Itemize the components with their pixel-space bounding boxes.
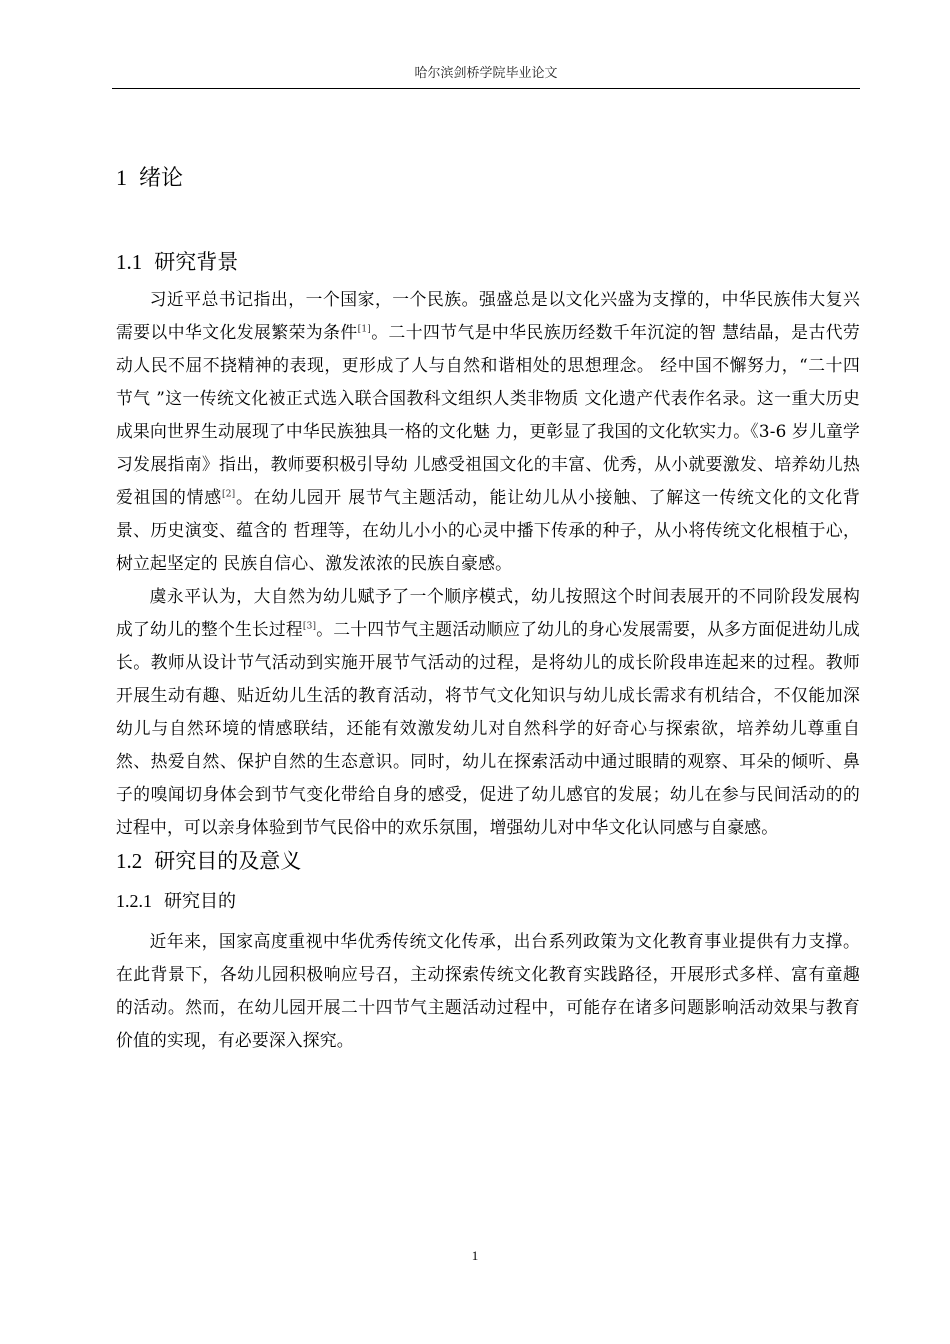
chapter-number: 1 bbox=[116, 165, 127, 190]
section-number: 1.1 bbox=[116, 250, 143, 274]
page-header bbox=[112, 64, 860, 89]
subsection-title: 研究目的 bbox=[164, 891, 236, 912]
section-heading-1-2 bbox=[116, 844, 860, 878]
paragraph-background-2 bbox=[116, 580, 860, 844]
subsection-heading-1-2-1 bbox=[116, 886, 860, 917]
paragraph-text: 习近平总书记指出，一个国家，一个民族。强盛总是以文化兴盛为支撑的，中华民族伟大复兴需要以中华文化发展繁荣为条件 bbox=[116, 289, 860, 342]
citation-marker: [3] bbox=[302, 621, 317, 632]
section-heading-1-1 bbox=[116, 245, 860, 279]
paragraph-text: 虞永平认为，大自然为幼儿赋予了一个顺序模式，幼儿按照这个时间表展开的不同阶段发展构成了幼儿的整个生长过程 bbox=[116, 586, 860, 639]
citation-marker: [1] bbox=[357, 324, 371, 335]
subsection-number: 1.2.1 bbox=[116, 891, 152, 911]
section-title: 研究目的及意义 bbox=[154, 849, 302, 873]
paragraph-text: 。二十四节气是中华民族历经数千年沉淀的智 慧结晶，是古代劳动人民不屈不挠精神的表现，更形成了人与自然和谐相处的思想理念。 经中国不懈努力，“二十四节气 ”这一传统文化被正式选入联合国教科文组织人类非物质 文化遗产代表作名录。这一重大历史成果向世界生动展现了中华民族独具一格的文化魅 力，更彰显了我国的文化软实力。《3-6 岁儿童学习发展指南》指出，教师要积极引导幼 儿感受祖国文化的丰富、优秀，从小就要激发、培养幼儿热爱祖国的情感 bbox=[116, 322, 860, 507]
citation-marker: [2] bbox=[222, 489, 236, 500]
section-number: 1.2 bbox=[116, 849, 143, 873]
document-body bbox=[116, 160, 860, 1057]
chapter-title: 绪论 bbox=[139, 166, 184, 191]
paragraph-background-1 bbox=[116, 283, 860, 580]
header-title: 哈尔滨剑桥学院毕业论文 bbox=[414, 66, 558, 81]
paragraph-text: 。二十四节气主题活动顺应了幼儿的身心发展需要，从多方面促进幼儿成长。教师从设计节气活动到实施开展节气活动的过程，是将幼儿的成长阶段串连起来的过程。教师开展生动有趣、贴近幼儿生活的教育活动，将节气文化知识与幼儿成长需求有机结合，不仅能加深幼儿与自然环境的情感联结，还能有效激发幼儿对自然科学的好奇心与探索欲，培养幼儿尊重自然、热爱自然、保护自然的生态意识。同时，幼儿在探索活动中通过眼睛的观察、耳朵的倾听、鼻子的嗅闻切身体会到节气变化带给自身的感受，促进了幼儿感官的发展；幼儿在参与民间活动的的过程中，可以亲身体验到节气民俗中的欢乐氛围，增强幼儿对中华文化认同感与自豪感。 bbox=[116, 619, 861, 837]
paragraph-purpose: 近年来，国家高度重视中华优秀传统文化传承，出台系列政策为文化教育事业提供有力支撑。在此背景下，各幼儿园积极响应号召，主动探索传统文化教育实践路径，开展形式多样、富有童趣的活动。然而，在幼儿园开展二十四节气主题活动过程中，可能存在诸多问题影响活动效果与教育价值的实现，有必要深入探究。 bbox=[116, 931, 860, 1050]
section-title: 研究背景 bbox=[154, 250, 239, 274]
chapter-heading bbox=[116, 160, 860, 197]
paragraph-text: 。在幼儿园开 展节气主题活动，能让幼儿从小接触、了解这一传统文化的文化背景、历史演变、蕴含的 哲理等，在幼儿小小的心灵中播下传承的种子，从小将传统文化根植于心，树立起坚定的 民族自信心、激发浓浓的民族自豪感。 bbox=[116, 487, 860, 573]
page-number: 1 bbox=[471, 1248, 479, 1263]
